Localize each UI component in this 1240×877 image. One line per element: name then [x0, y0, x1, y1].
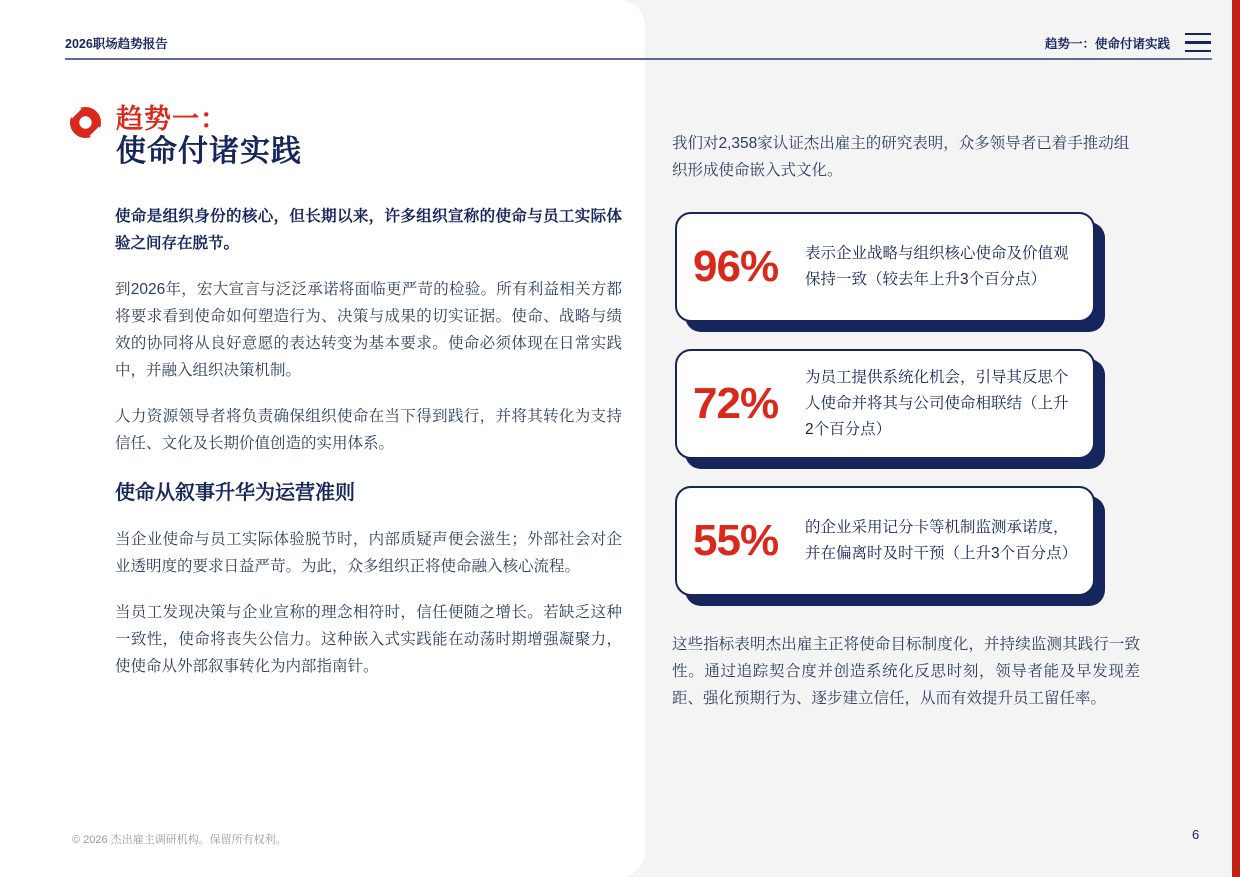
- body-paragraph: 当员工发现决策与企业宣称的理念相符时，信任便随之增长。若缺乏这种一致性，使命将丧失公信力。这种嵌入式实践能在动荡时期增强凝聚力，使使命从外部叙事转化为内部指南针。: [115, 604, 622, 675]
- stat-cards: [675, 212, 1095, 623]
- hamburger-menu-icon[interactable]: [1185, 33, 1211, 52]
- stat-card-72: [675, 349, 1095, 459]
- copyright-text: © 2026 杰出雇主调研机构。保留所有权利。: [72, 834, 287, 846]
- stat-value: 55%: [693, 516, 779, 565]
- stats-intro-paragraph: 我们对2,358家认证杰出雇主的研究表明，众多领导者已着手推动组织形成使命嵌入式文化。: [672, 135, 1130, 179]
- left-column-body: [115, 203, 622, 699]
- section-subheading: 使命从叙事升华为运营准则: [115, 482, 355, 504]
- stat-value: 72%: [693, 379, 779, 428]
- chapter-title: 趋势一：使命付诸实践: [1044, 37, 1170, 51]
- page-number: 6: [1192, 827, 1200, 842]
- lead-paragraph: 使命是组织身份的核心，但长期以来，许多组织宣称的使命与员工实际体验之间存在脱节。: [115, 208, 622, 252]
- body-paragraph: 当企业使命与员工实际体验脱节时，内部质疑声便会滋生；外部社会对企业透明度的要求日益严苛。为此，众多组织正将使命融入核心流程。: [115, 531, 622, 575]
- stat-card-96: [675, 212, 1095, 322]
- stat-description: 的企业采用记分卡等机制监测承诺度，并在偏离时及时干预（上升3个百分点）: [805, 519, 1078, 562]
- report-title: 2026职场趋势报告: [65, 37, 168, 51]
- stats-outro-paragraph: 这些指标表明杰出雇主正将使命目标制度化，并持续监测其践行一致性。通过追踪契合度并创造系统化反思时刻，领导者能及早发现差距、强化预期行为、逐步建立信任，从而有效提升员工留任率。: [672, 636, 1140, 707]
- page-title-line1: 趋势一：: [116, 104, 228, 134]
- title-block: [70, 104, 302, 170]
- stat-value: 96%: [693, 242, 779, 291]
- page-title: [116, 104, 302, 170]
- body-paragraph: 人力资源领导者将负责确保组织使命在当下得到践行，并将其转化为支持信任、文化及长期价值创造的实用体系。: [115, 408, 622, 452]
- stat-description: 表示企业战略与组织核心使命及价值观保持一致（较去年上升3个百分点）: [805, 245, 1069, 288]
- hamburger-line: [1185, 50, 1211, 52]
- hamburger-line: [1185, 41, 1211, 43]
- page-title-line2: 使命付诸实践: [116, 135, 302, 169]
- stat-card-55: [675, 486, 1095, 596]
- right-edge-accent-bar: [1232, 0, 1240, 877]
- hamburger-line: [1185, 33, 1211, 35]
- stat-description: 为员工提供系统化机会，引导其反思个人使命并将其与公司使命相联结（上升2个百分点）: [805, 369, 1069, 438]
- donut-logo-icon: [70, 107, 101, 138]
- body-paragraph: 到2026年，宏大宣言与泛泛承诺将面临更严苛的检验。所有利益相关方都将要求看到使命如何塑造行为、决策与成果的切实证据。使命、战略与绩效的协同将从良好意愿的表达转变为基本要求。使命必须体现在日常实践中，并融入组织决策机制。: [115, 281, 622, 379]
- header-divider: [65, 58, 1212, 60]
